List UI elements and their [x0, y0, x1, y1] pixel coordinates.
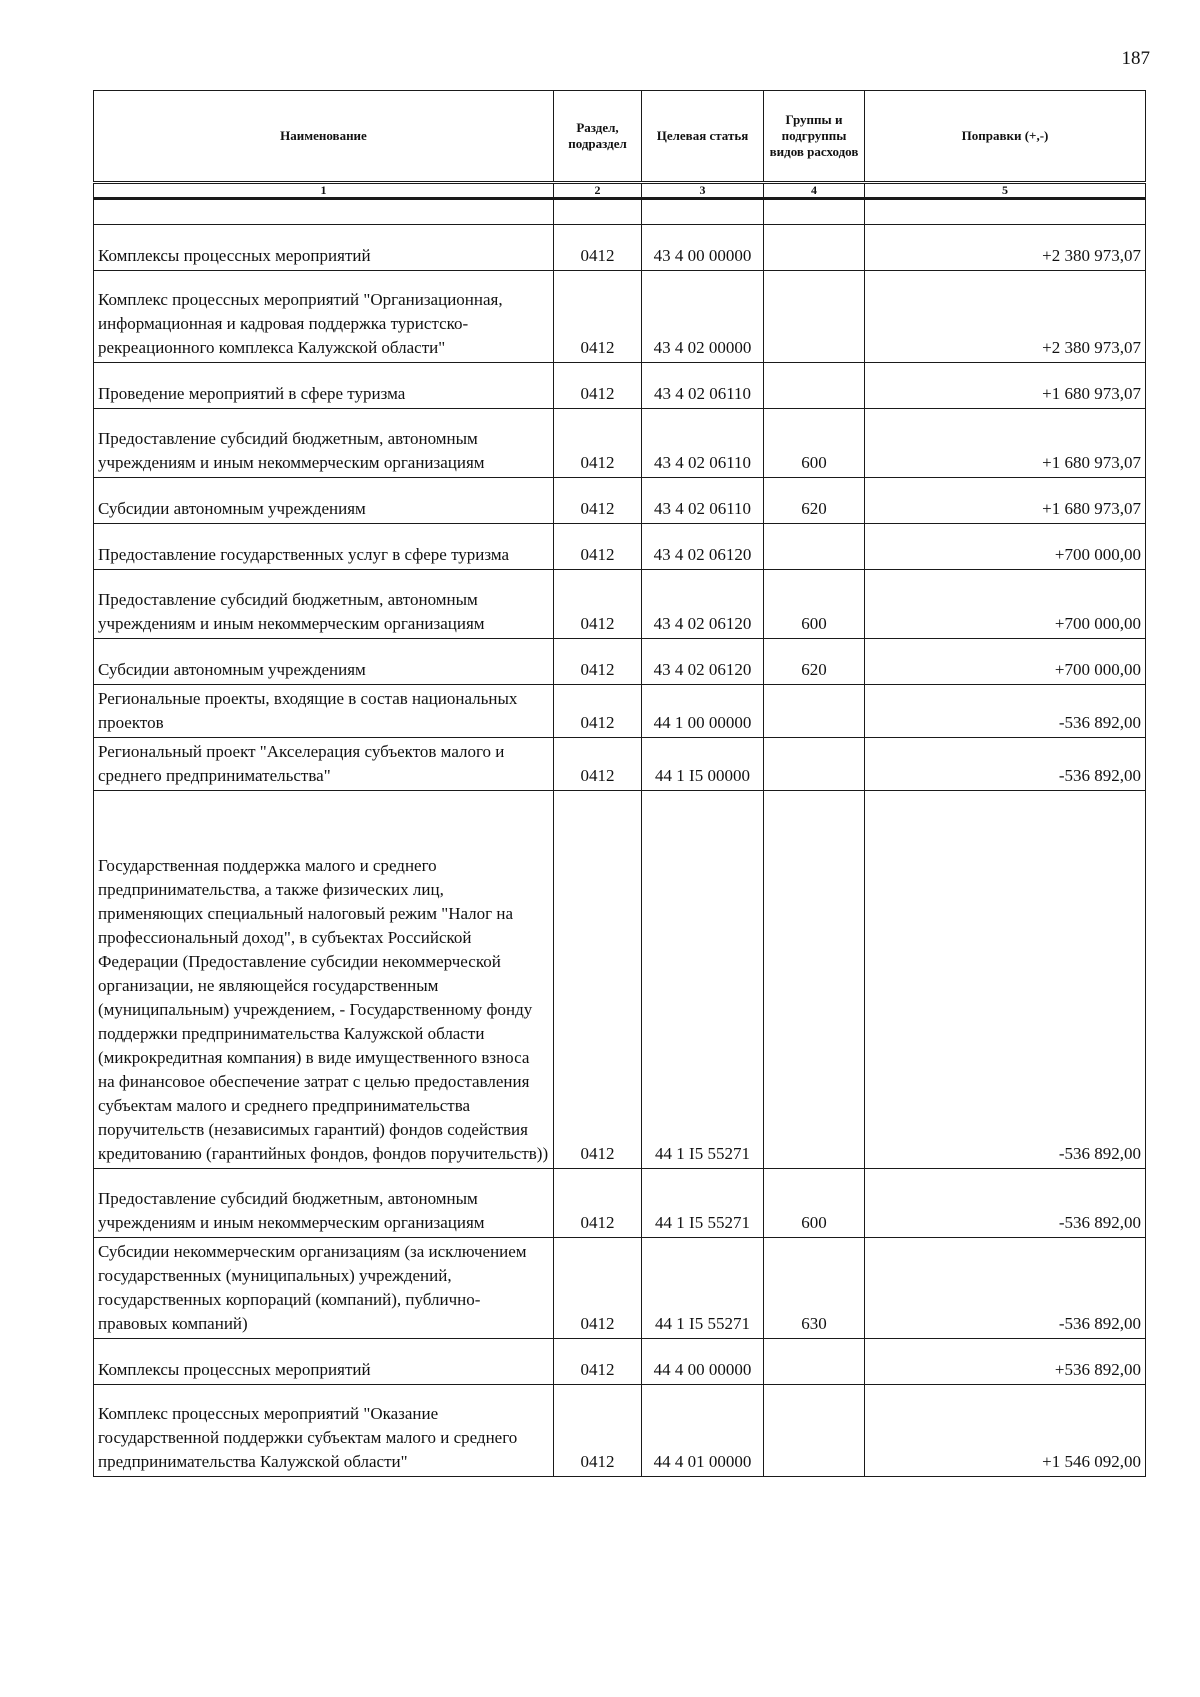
row-amendment: -536 892,00	[865, 738, 1146, 791]
row-section-code: 0412	[554, 1339, 642, 1385]
header-amendments: Поправки (+,-)	[865, 91, 1146, 183]
row-amendment: +1 680 973,07	[865, 409, 1146, 478]
budget-amendments-table	[93, 90, 1146, 1477]
column-number: 4	[764, 183, 865, 199]
column-number: 1	[94, 183, 554, 199]
row-expense-group	[764, 738, 865, 791]
row-amendment: +1 680 973,07	[865, 363, 1146, 409]
row-target-article: 43 4 02 06110	[642, 409, 764, 478]
row-expense-group	[764, 1339, 865, 1385]
row-section-code: 0412	[554, 363, 642, 409]
table-row	[94, 524, 1146, 570]
row-section-code: 0412	[554, 1169, 642, 1238]
row-section-code: 0412	[554, 639, 642, 685]
row-amendment: -536 892,00	[865, 685, 1146, 738]
header-section: Раздел, подраздел	[554, 91, 642, 183]
row-name: Комплекс процессных мероприятий "Организационная, информационная и кадровая поддержка туристско-рекреационного комплекса Калужской области"	[94, 271, 554, 363]
table-row	[94, 1238, 1146, 1339]
row-amendment: +1 680 973,07	[865, 478, 1146, 524]
spacer-cell	[764, 199, 865, 225]
row-amendment: -536 892,00	[865, 1169, 1146, 1238]
row-expense-group: 620	[764, 639, 865, 685]
table-row	[94, 225, 1146, 271]
header-target: Целевая статья	[642, 91, 764, 183]
row-name: Субсидии автономным учреждениям	[94, 478, 554, 524]
row-name: Комплексы процессных мероприятий	[94, 225, 554, 271]
column-number: 3	[642, 183, 764, 199]
row-target-article: 44 1 I5 55271	[642, 1238, 764, 1339]
table-row	[94, 1339, 1146, 1385]
row-section-code: 0412	[554, 1238, 642, 1339]
row-amendment: +700 000,00	[865, 570, 1146, 639]
row-section-code: 0412	[554, 738, 642, 791]
row-expense-group	[764, 524, 865, 570]
row-amendment: +700 000,00	[865, 524, 1146, 570]
row-amendment: -536 892,00	[865, 1238, 1146, 1339]
row-expense-group: 620	[764, 478, 865, 524]
table-row	[94, 570, 1146, 639]
row-section-code: 0412	[554, 524, 642, 570]
row-expense-group: 600	[764, 409, 865, 478]
row-section-code: 0412	[554, 225, 642, 271]
spacer-cell	[554, 199, 642, 225]
row-amendment: +2 380 973,07	[865, 271, 1146, 363]
row-name: Государственная поддержка малого и среднего предпринимательства, а также физических лиц, применяющих специальный налоговый режим "Налог на профессиональный доход", в субъектах Российской Федерации (Предоставление субсидии некоммерческой организации, не являющейся государственным (муниципальным) учреждением, - Государственному фонду поддержки предпринимательства Калужской области (микрокредитная компания) в виде имущественного взноса на финансовое обеспечение затрат с целью предоставления субъектам малого и среднего предпринимательства поручительств (независимых гарантий) фондов содействия кредитованию (гарантийных фондов, фондов поручительств))	[94, 791, 554, 1169]
row-expense-group	[764, 685, 865, 738]
column-number: 2	[554, 183, 642, 199]
row-target-article: 44 1 I5 55271	[642, 791, 764, 1169]
row-section-code: 0412	[554, 1385, 642, 1477]
row-target-article: 44 1 I5 55271	[642, 1169, 764, 1238]
row-section-code: 0412	[554, 570, 642, 639]
table-row	[94, 685, 1146, 738]
row-amendment: +700 000,00	[865, 639, 1146, 685]
row-expense-group	[764, 271, 865, 363]
row-name: Предоставление субсидий бюджетным, автономным учреждениям и иным некоммерческим организациям	[94, 409, 554, 478]
row-expense-group	[764, 791, 865, 1169]
row-amendment: +1 546 092,00	[865, 1385, 1146, 1477]
row-section-code: 0412	[554, 685, 642, 738]
row-name: Предоставление государственных услуг в сфере туризма	[94, 524, 554, 570]
row-name: Комплекс процессных мероприятий "Оказание государственной поддержки субъектам малого и среднего предпринимательства Калужской области"	[94, 1385, 554, 1477]
row-amendment: +2 380 973,07	[865, 225, 1146, 271]
column-number-row	[94, 183, 1146, 199]
header-groups: Группы и подгруппы видов расходов	[764, 91, 865, 183]
row-section-code: 0412	[554, 271, 642, 363]
row-name: Субсидии автономным учреждениям	[94, 639, 554, 685]
row-target-article: 44 1 00 00000	[642, 685, 764, 738]
row-section-code: 0412	[554, 478, 642, 524]
row-section-code: 0412	[554, 409, 642, 478]
table-row	[94, 639, 1146, 685]
row-target-article: 43 4 02 06120	[642, 639, 764, 685]
row-expense-group	[764, 363, 865, 409]
spacer-row	[94, 199, 1146, 225]
row-expense-group: 630	[764, 1238, 865, 1339]
row-target-article: 43 4 02 06120	[642, 570, 764, 639]
row-name: Проведение мероприятий в сфере туризма	[94, 363, 554, 409]
table-row	[94, 1385, 1146, 1477]
row-target-article: 43 4 02 06110	[642, 363, 764, 409]
row-expense-group: 600	[764, 1169, 865, 1238]
row-amendment: -536 892,00	[865, 791, 1146, 1169]
table-row	[94, 271, 1146, 363]
row-name: Предоставление субсидий бюджетным, автономным учреждениям и иным некоммерческим организациям	[94, 1169, 554, 1238]
row-expense-group	[764, 225, 865, 271]
row-target-article: 43 4 02 00000	[642, 271, 764, 363]
spacer-cell	[94, 199, 554, 225]
table-row	[94, 478, 1146, 524]
row-section-code: 0412	[554, 791, 642, 1169]
header-name: Наименование	[94, 91, 554, 183]
spacer-cell	[642, 199, 764, 225]
row-name: Региональные проекты, входящие в состав национальных проектов	[94, 685, 554, 738]
column-number: 5	[865, 183, 1146, 199]
row-expense-group	[764, 1385, 865, 1477]
row-target-article: 43 4 02 06120	[642, 524, 764, 570]
row-name: Предоставление субсидий бюджетным, автономным учреждениям и иным некоммерческим организациям	[94, 570, 554, 639]
table-body	[94, 199, 1146, 1477]
row-target-article: 43 4 02 06110	[642, 478, 764, 524]
row-amendment: +536 892,00	[865, 1339, 1146, 1385]
row-name: Региональный проект "Акселерация субъектов малого и среднего предпринимательства"	[94, 738, 554, 791]
row-expense-group: 600	[764, 570, 865, 639]
table-row	[94, 791, 1146, 1169]
spacer-cell	[865, 199, 1146, 225]
row-name: Комплексы процессных мероприятий	[94, 1339, 554, 1385]
page-number: 187	[1121, 48, 1150, 69]
row-target-article: 44 4 01 00000	[642, 1385, 764, 1477]
row-name: Субсидии некоммерческим организациям (за исключением государственных (муниципальных) учреждений, государственных корпораций (компаний), публично-правовых компаний)	[94, 1238, 554, 1339]
table-row	[94, 1169, 1146, 1238]
table-row	[94, 738, 1146, 791]
row-target-article: 44 1 I5 00000	[642, 738, 764, 791]
header-row	[94, 91, 1146, 183]
row-target-article: 44 4 00 00000	[642, 1339, 764, 1385]
row-target-article: 43 4 00 00000	[642, 225, 764, 271]
table-row	[94, 409, 1146, 478]
table-row	[94, 363, 1146, 409]
